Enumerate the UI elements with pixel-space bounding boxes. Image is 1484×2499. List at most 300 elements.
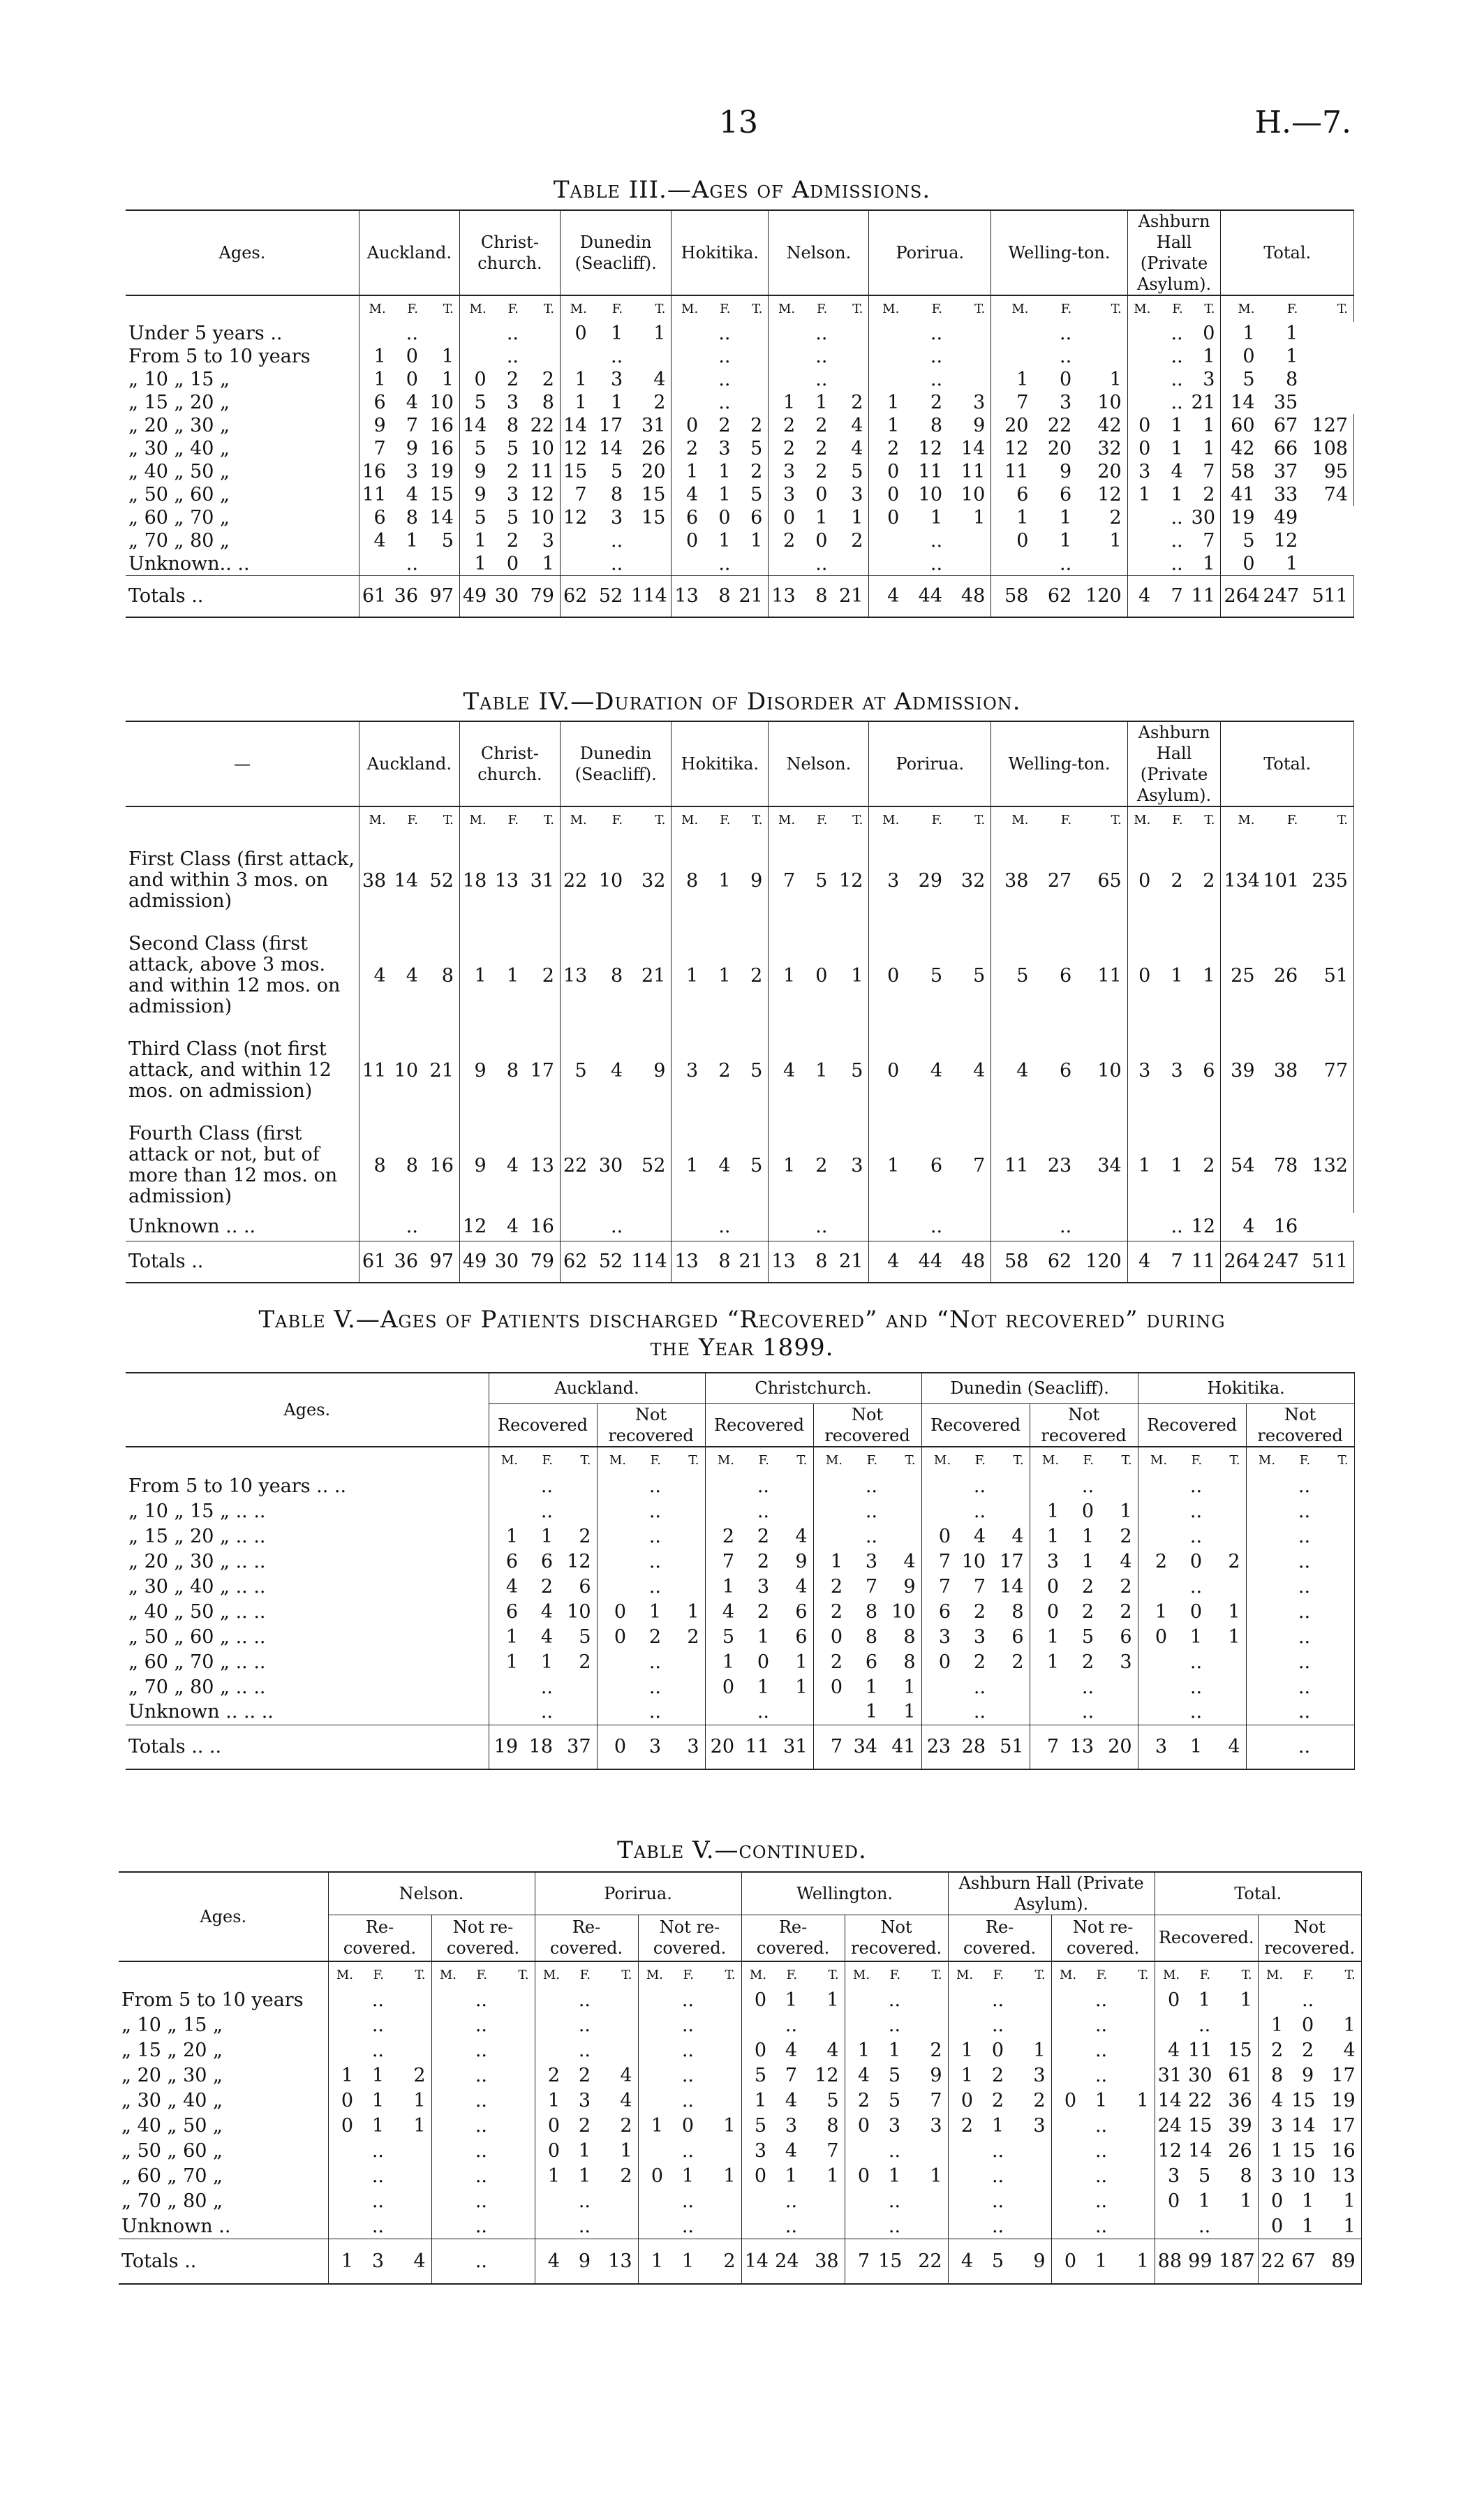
value-cell: 6 [1189, 1023, 1221, 1118]
value-cell: .. [681, 2065, 695, 2086]
value-cell [869, 345, 905, 368]
row-label: „ 10 „ 15 „ .. .. [126, 1498, 489, 1524]
value-cell: 1 [1189, 345, 1221, 368]
value-cell: 1 [960, 2040, 974, 2061]
value-cell [431, 2063, 462, 2088]
value-cell [1208, 1574, 1246, 1599]
value-cell: .. [1095, 2014, 1108, 2036]
value-cell [596, 2189, 638, 2214]
table-row [119, 2063, 1361, 2088]
value-cell: 1 [815, 392, 828, 413]
mft-label: F. [720, 813, 731, 827]
value-cell: 1 [681, 2165, 695, 2187]
value-cell [736, 552, 769, 575]
value-cell [431, 2189, 462, 2214]
value-cell [991, 1473, 1030, 1498]
value-cell: 8 [704, 1241, 736, 1283]
value-cell [524, 345, 560, 368]
value-cell: 4 [628, 368, 671, 391]
row-label: „ 20 „ 30 „ [126, 414, 359, 437]
mft-label: M. [500, 1453, 518, 1468]
value-cell: 22 [524, 414, 560, 437]
value-cell [638, 2063, 669, 2088]
subgroup-header: Not re-covered. [638, 1915, 741, 1961]
value-cell [845, 1988, 875, 2013]
value-cell: 1 [389, 2114, 431, 2139]
value-cell: .. [973, 1701, 986, 1723]
value-cell: 4 [1319, 2038, 1361, 2063]
value-cell: 14 [394, 869, 419, 892]
value-cell [705, 1473, 740, 1498]
column-header: Porirua. [869, 721, 991, 806]
subgroup-header: Recovered [489, 1403, 597, 1447]
value-cell [1316, 1725, 1354, 1769]
value-cell [1216, 2214, 1258, 2239]
value-cell: 7 [803, 2139, 845, 2164]
value-cell: 2 [699, 2239, 741, 2284]
value-cell: 16 [424, 437, 459, 460]
value-cell: 1 [930, 507, 943, 529]
value-cell: .. [1189, 1651, 1203, 1673]
value-cell: .. [718, 346, 731, 367]
column-header: Welling-ton. [991, 210, 1127, 295]
value-cell: .. [991, 2215, 1004, 2237]
value-cell: 1 [578, 2165, 591, 2187]
value-cell [1009, 2189, 1051, 2214]
column-header: Total. [1221, 210, 1354, 295]
value-cell: 19 [489, 1725, 524, 1769]
value-cell: .. [718, 392, 731, 413]
value-cell: 8 [506, 1059, 519, 1082]
value-cell: 3 [1138, 1059, 1151, 1082]
value-cell: 2 [558, 1649, 597, 1674]
value-cell: 8 [801, 1241, 833, 1283]
value-cell: 3 [578, 2090, 591, 2111]
table-row [126, 368, 1354, 391]
mft-label: M. [542, 1967, 561, 1982]
mft-label: T. [1077, 806, 1127, 833]
value-cell: 62 [560, 575, 592, 617]
value-cell: 8 [865, 1626, 877, 1648]
value-cell: 0 [1046, 1575, 1060, 1598]
value-cell: 2 [1208, 1549, 1246, 1574]
value-cell: 2 [782, 530, 796, 552]
value-cell: 4 [1171, 461, 1183, 482]
value-cell: 0 [1051, 2239, 1082, 2284]
value-cell: 5 [948, 928, 991, 1023]
value-cell: .. [462, 2239, 493, 2284]
ages-header: Ages. [119, 1872, 328, 1961]
value-cell: .. [1189, 1575, 1203, 1598]
value-cell: 6 [1060, 1059, 1072, 1082]
value-cell: 1 [1189, 928, 1221, 1023]
value-cell: 23 [1047, 1154, 1072, 1177]
value-cell: 4 [1016, 1059, 1029, 1082]
value-cell: .. [991, 1989, 1004, 2011]
value-cell: 4 [1270, 2090, 1284, 2111]
value-cell: 51 [1303, 928, 1353, 1023]
mft-label: T. [424, 806, 459, 833]
value-cell: 14 [598, 438, 623, 459]
mft-label: M. [1150, 1453, 1168, 1468]
column-header: Dunedin (Seacliff). [560, 721, 671, 806]
mft-label: T. [1113, 1961, 1155, 1988]
value-cell: .. [1095, 2040, 1108, 2061]
table-row [126, 322, 1354, 345]
value-cell: 7 [1189, 529, 1221, 552]
value-cell: .. [648, 1475, 661, 1497]
value-cell: .. [540, 1676, 553, 1698]
value-cell: 34 [848, 1725, 883, 1769]
value-cell [1316, 1649, 1354, 1674]
row-label: Unknown .. [119, 2214, 328, 2239]
value-cell: 2 [815, 438, 828, 459]
value-cell: 15 [1216, 2038, 1258, 2063]
value-cell: 2 [782, 415, 796, 436]
value-cell [489, 1674, 524, 1700]
value-cell [493, 2088, 535, 2114]
column-header: Auckland. [359, 721, 459, 806]
value-cell: 41 [1231, 484, 1255, 506]
mft-label: T. [1316, 1447, 1354, 1473]
mft-label: T. [948, 806, 991, 833]
value-cell: 4 [833, 437, 868, 460]
value-cell: .. [475, 2190, 487, 2212]
value-cell: 2 [757, 1550, 769, 1572]
value-cell: 25 [1231, 964, 1255, 987]
value-cell [991, 1700, 1030, 1725]
value-cell: 1 [373, 346, 386, 367]
row-label: Second Class (first attack, above 3 mos. and within 12 mos. on admission) [126, 928, 359, 1023]
value-cell: .. [930, 346, 943, 367]
table-row [126, 1473, 1354, 1498]
value-cell: 9 [736, 833, 769, 928]
value-cell: 58 [1231, 461, 1255, 482]
column-header: Ashburn Hall (Private Asylum). [1127, 721, 1221, 806]
value-cell [1138, 1574, 1173, 1599]
mft-label: F. [1299, 1453, 1311, 1468]
mft-label: F. [1172, 302, 1183, 316]
table-row [126, 1524, 1354, 1549]
value-cell: 2 [736, 414, 769, 437]
value-cell [1246, 1674, 1281, 1700]
value-cell: 6 [1099, 1624, 1138, 1649]
value-cell [803, 2189, 845, 2214]
value-cell: 61 [359, 1241, 391, 1283]
value-cell [699, 2038, 741, 2063]
value-cell: 13 [524, 1118, 560, 1213]
value-cell: .. [1189, 1701, 1203, 1723]
value-cell: .. [888, 2140, 901, 2162]
value-cell: 1 [1216, 2189, 1258, 2214]
value-cell: 3 [782, 461, 796, 482]
value-cell: 7 [1030, 1725, 1064, 1769]
value-cell [1208, 1674, 1246, 1700]
value-cell [1030, 1473, 1064, 1498]
value-cell: 9 [1301, 2065, 1314, 2086]
value-cell: 114 [628, 1241, 671, 1283]
value-cell: 4 [857, 2065, 870, 2086]
value-cell: 5 [1016, 964, 1029, 987]
value-cell: 4 [869, 575, 905, 617]
totals-row [126, 575, 1354, 617]
value-cell: 1 [1173, 1725, 1208, 1769]
value-cell: 32 [628, 833, 671, 928]
value-cell: .. [1060, 1216, 1072, 1238]
value-cell: 37 [558, 1725, 597, 1769]
value-cell: 1 [1301, 2215, 1314, 2237]
value-cell: 3 [524, 529, 560, 552]
mft-label: F. [650, 1453, 661, 1468]
value-cell: 1 [1171, 484, 1183, 506]
column-header: Dunedin (Seacliff). [560, 210, 671, 295]
value-cell: 5 [1242, 530, 1255, 552]
value-cell [1009, 2013, 1051, 2038]
value-cell: 8 [883, 1624, 921, 1649]
value-cell: 19 [1231, 507, 1255, 529]
value-cell: 1 [1198, 1989, 1211, 2011]
mft-label: M. [1238, 813, 1255, 827]
value-cell: 8 [865, 1600, 877, 1623]
value-cell: .. [1095, 2140, 1108, 2162]
value-cell: 9 [1060, 461, 1072, 482]
value-cell [493, 2164, 535, 2189]
value-cell [667, 1700, 705, 1725]
value-cell: 1 [524, 552, 560, 575]
value-cell: 11 [362, 484, 387, 506]
value-cell: 2 [389, 2063, 431, 2088]
mft-label: T. [524, 806, 560, 833]
row-label: „ 20 „ 30 „ .. .. [126, 1549, 489, 1574]
value-cell: 6 [686, 507, 699, 529]
value-cell: 6 [373, 392, 386, 413]
value-cell [705, 1498, 740, 1524]
value-cell: 235 [1303, 833, 1353, 928]
value-cell: 0 [1270, 2190, 1284, 2212]
column-header: Hokitika. [671, 721, 769, 806]
value-cell: 11 [1004, 1154, 1029, 1177]
mft-label: F. [611, 302, 623, 316]
value-cell [1009, 2139, 1051, 2164]
mft-label: M. [570, 302, 587, 316]
value-cell: 37 [1273, 461, 1298, 482]
row-label: „ 50 „ 60 „ .. .. [126, 1624, 489, 1649]
value-cell: 0 [1016, 530, 1029, 552]
value-cell: 1 [754, 2090, 767, 2111]
value-cell: 1 [610, 323, 623, 344]
value-cell: .. [506, 346, 519, 367]
value-cell [699, 2013, 741, 2038]
value-cell: 1 [699, 2164, 741, 2189]
column-header-row [126, 210, 1354, 295]
value-cell: 4 [718, 1154, 731, 1177]
value-cell: 1 [887, 1154, 900, 1177]
value-cell: 9 [406, 438, 418, 459]
value-cell: 11 [1077, 928, 1127, 1023]
mft-label: F. [683, 1967, 695, 1982]
table-v-title [0, 1306, 1484, 1362]
value-cell [1127, 322, 1156, 345]
value-cell: 12 [1077, 483, 1127, 506]
row-label [119, 1961, 328, 1988]
value-cell: .. [865, 1525, 877, 1547]
mft-label: F. [931, 813, 943, 827]
row-label: Totals .. [126, 575, 359, 617]
value-cell: 13 [671, 575, 704, 617]
value-cell: .. [1281, 1725, 1316, 1769]
value-cell [883, 1498, 921, 1524]
value-cell [845, 2139, 875, 2164]
value-cell: 9 [474, 1059, 487, 1082]
value-cell [736, 1213, 769, 1241]
mft-label: M. [778, 302, 796, 316]
value-cell: .. [973, 1475, 986, 1497]
value-cell: .. [475, 2090, 487, 2111]
value-cell: .. [1298, 1525, 1311, 1547]
value-cell: 20 [1077, 460, 1127, 483]
value-cell: 10 [524, 437, 560, 460]
value-cell: 0 [341, 2115, 353, 2137]
value-cell [1077, 345, 1127, 368]
table-row [126, 506, 1354, 529]
value-cell: 0 [1167, 2190, 1180, 2212]
value-cell [869, 322, 905, 345]
value-cell: 44 [905, 575, 948, 617]
value-cell [493, 1988, 535, 2013]
value-cell: 4 [406, 392, 418, 413]
value-cell: .. [681, 2040, 695, 2061]
value-cell [741, 2189, 772, 2214]
value-cell: 21 [736, 1241, 769, 1283]
value-cell: 0 [406, 346, 418, 367]
value-cell [667, 1524, 705, 1549]
value-cell: 0 [1138, 438, 1151, 459]
value-cell: 0 [1060, 369, 1072, 390]
value-cell: 4 [505, 1575, 518, 1598]
value-cell: 1 [1189, 1626, 1203, 1648]
value-cell: 14 [948, 437, 991, 460]
value-cell: 3 [506, 484, 519, 506]
value-cell: 2 [506, 461, 519, 482]
value-cell [1127, 1213, 1156, 1241]
value-cell: 1 [833, 506, 868, 529]
value-cell: 41 [883, 1725, 921, 1769]
mft-label: F. [931, 302, 943, 316]
table-row [126, 1549, 1354, 1574]
mft-label: M. [570, 813, 587, 827]
value-cell: 0 [1301, 2014, 1314, 2036]
value-cell: .. [1198, 2215, 1211, 2237]
value-cell: 12 [563, 507, 588, 529]
value-cell: 2 [815, 1154, 828, 1177]
value-cell: .. [1081, 1676, 1095, 1698]
value-cell [535, 1988, 565, 2013]
value-cell: 511 [1303, 1241, 1353, 1283]
subgroup-header: Re-covered. [328, 1915, 431, 1961]
value-cell: 13 [671, 1241, 704, 1283]
value-cell: 120 [1077, 575, 1127, 617]
value-cell [845, 2189, 875, 2214]
value-cell: 2 [1171, 869, 1183, 892]
value-cell: .. [648, 1701, 661, 1723]
value-cell: 1 [1216, 1988, 1258, 2013]
value-cell [431, 1988, 462, 2013]
mft-label: T. [736, 295, 769, 322]
row-label: From 5 to 10 years [119, 1988, 328, 2013]
value-cell: 23 [921, 1725, 956, 1769]
value-cell: 2 [1301, 2040, 1314, 2061]
mft-label: M. [717, 1453, 734, 1468]
table-row [126, 460, 1354, 483]
value-cell: 0 [1046, 1600, 1060, 1623]
value-cell: .. [681, 2215, 695, 2237]
value-cell: 2 [648, 1626, 661, 1648]
value-cell: 2 [1081, 1600, 1095, 1623]
column-header: Auckland. [359, 210, 459, 295]
value-cell [699, 2139, 741, 2164]
value-cell [948, 2013, 979, 2038]
value-cell [1127, 391, 1156, 414]
value-cell [1138, 1649, 1173, 1674]
value-cell [1316, 1498, 1354, 1524]
mft-label: T. [628, 295, 671, 322]
value-cell: 2 [960, 2115, 974, 2137]
value-cell: 1 [883, 1700, 921, 1725]
value-cell [769, 552, 801, 575]
value-cell: 1 [667, 1599, 705, 1624]
value-cell: 1 [775, 1649, 813, 1674]
mft-label: M. [825, 1453, 843, 1468]
value-cell: 264 [1221, 1241, 1261, 1283]
value-cell: 3 [1171, 1059, 1183, 1082]
value-cell: 1 [574, 392, 587, 413]
subgroup-header: Not re-covered. [1051, 1915, 1155, 1961]
value-cell: 0 [1167, 1989, 1180, 2011]
value-cell: 0 [651, 2165, 664, 2187]
value-cell: 1 [887, 415, 900, 436]
value-cell: 511 [1303, 575, 1353, 617]
value-cell: 0 [830, 1676, 843, 1698]
value-cell [328, 2038, 359, 2063]
value-cell: 30 [492, 1241, 524, 1283]
row-label: Unknown .. .. .. [126, 1700, 489, 1725]
value-cell [1246, 1700, 1281, 1725]
table-row [126, 1213, 1354, 1241]
value-cell: 0 [857, 2165, 870, 2187]
mft-label: F. [720, 302, 731, 316]
mft-label: M. [1011, 813, 1029, 827]
value-cell: 1 [775, 1674, 813, 1700]
value-cell: .. [371, 2040, 384, 2061]
value-cell: 0 [1081, 1500, 1095, 1522]
value-cell: 0 [938, 1525, 951, 1547]
value-cell [1009, 2164, 1051, 2189]
value-cell: 2 [1081, 1575, 1095, 1598]
value-cell: 13 [1319, 2164, 1361, 2189]
value-cell [769, 368, 801, 391]
value-cell: .. [1171, 392, 1183, 413]
value-cell: 1 [718, 530, 731, 552]
value-cell: .. [1171, 530, 1183, 552]
value-cell [1316, 1549, 1354, 1574]
value-cell [1246, 1549, 1281, 1574]
value-cell: 1 [686, 964, 699, 987]
table-v-continued-title: Table V.—continued. [617, 1836, 867, 1864]
value-cell [597, 1674, 632, 1700]
mft-label: M. [1059, 1967, 1077, 1982]
value-cell: 79 [524, 1241, 560, 1283]
value-cell: 4 [869, 1241, 905, 1283]
